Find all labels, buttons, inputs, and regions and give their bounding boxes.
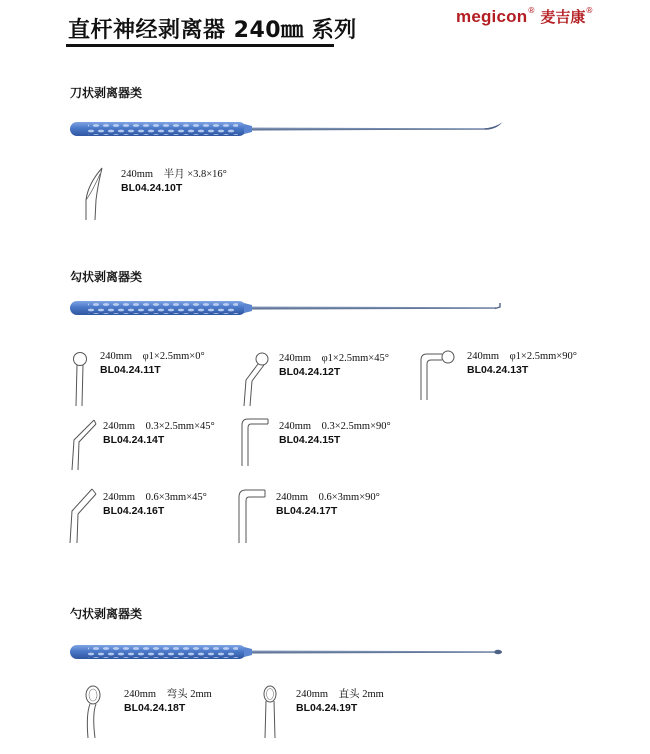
angled-45-wide-hook-tip-icon [64, 487, 98, 545]
page-title: 直杆神经剥离器 240㎜ 系列 [68, 18, 357, 43]
logo-text-cn: 麦吉康 [540, 8, 586, 26]
product-code: BL04.24.16T [103, 505, 165, 517]
brand-logo [456, 6, 593, 27]
product-item-bl04-24-17t [276, 491, 380, 518]
straight-ball-hook-tip-icon [68, 350, 92, 408]
spoon-dissector-instrument-icon [66, 641, 506, 665]
product-item-bl04-24-15t [279, 420, 391, 447]
logo-text-en: megicon [456, 7, 528, 26]
product-spec: 240mm 0.6×3mm×45° [103, 492, 207, 503]
product-code: BL04.24.19T [296, 702, 358, 714]
product-spec: 240mm 0.3×2.5mm×90° [279, 421, 391, 432]
product-code: BL04.24.11T [100, 364, 161, 376]
blade-dissector-instrument-icon [66, 118, 506, 142]
hook-dissector-instrument-icon [66, 297, 506, 321]
product-spec: 240mm 0.3×2.5mm×45° [103, 421, 215, 432]
section-heading-blade: 刀状剥离器类 [70, 86, 143, 100]
product-code: BL04.24.12T [279, 366, 341, 378]
product-spec: 240mm φ1×2.5mm×90° [467, 351, 577, 362]
title-underline [66, 44, 334, 47]
product-item-bl04-24-11t [100, 350, 205, 377]
angled-90-wide-hook-tip-icon [233, 487, 269, 545]
angled-45-ball-hook-tip-icon [236, 350, 270, 408]
product-spec: 240mm φ1×2.5mm×0° [100, 351, 205, 362]
angled-90-flat-hook-tip-icon [236, 416, 272, 468]
product-spec: 240mm 0.6×3mm×90° [276, 492, 380, 503]
product-code: BL04.24.18T [124, 702, 186, 714]
product-code: BL04.24.14T [103, 434, 165, 446]
angled-45-flat-hook-tip-icon [66, 418, 98, 472]
product-item-bl04-24-12t [279, 352, 389, 379]
product-code: BL04.24.15T [279, 434, 341, 446]
product-code: BL04.24.13T [467, 364, 529, 376]
product-item-bl04-24-19t [296, 688, 384, 715]
straight-spoon-tip-icon [256, 684, 284, 740]
angled-90-ball-hook-tip-icon [417, 348, 457, 402]
logo-reg-mark: ® [527, 6, 536, 15]
product-item-bl04-24-13t [467, 350, 577, 377]
logo-reg-mark-cn: ® [585, 6, 594, 15]
product-spec: 240mm 半月 ×3.8×16° [121, 169, 227, 180]
half-moon-blade-tip-icon [78, 164, 108, 222]
product-spec: 240mm φ1×2.5mm×45° [279, 353, 389, 364]
product-item-bl04-24-18t [124, 688, 212, 715]
product-code: BL04.24.17T [276, 505, 338, 517]
product-spec: 240mm 直头 2mm [296, 689, 384, 700]
product-code: BL04.24.10T [121, 182, 183, 194]
product-item-bl04-24-14t [103, 420, 215, 447]
section-heading-spoon: 勺状剥离器类 [70, 607, 143, 621]
curved-spoon-tip-icon [80, 684, 108, 740]
section-heading-hook: 勾状剥离器类 [70, 270, 143, 284]
product-spec: 240mm 弯头 2mm [124, 689, 212, 700]
product-item-bl04-24-16t [103, 491, 207, 518]
product-item-bl04-24-10t [121, 168, 227, 195]
